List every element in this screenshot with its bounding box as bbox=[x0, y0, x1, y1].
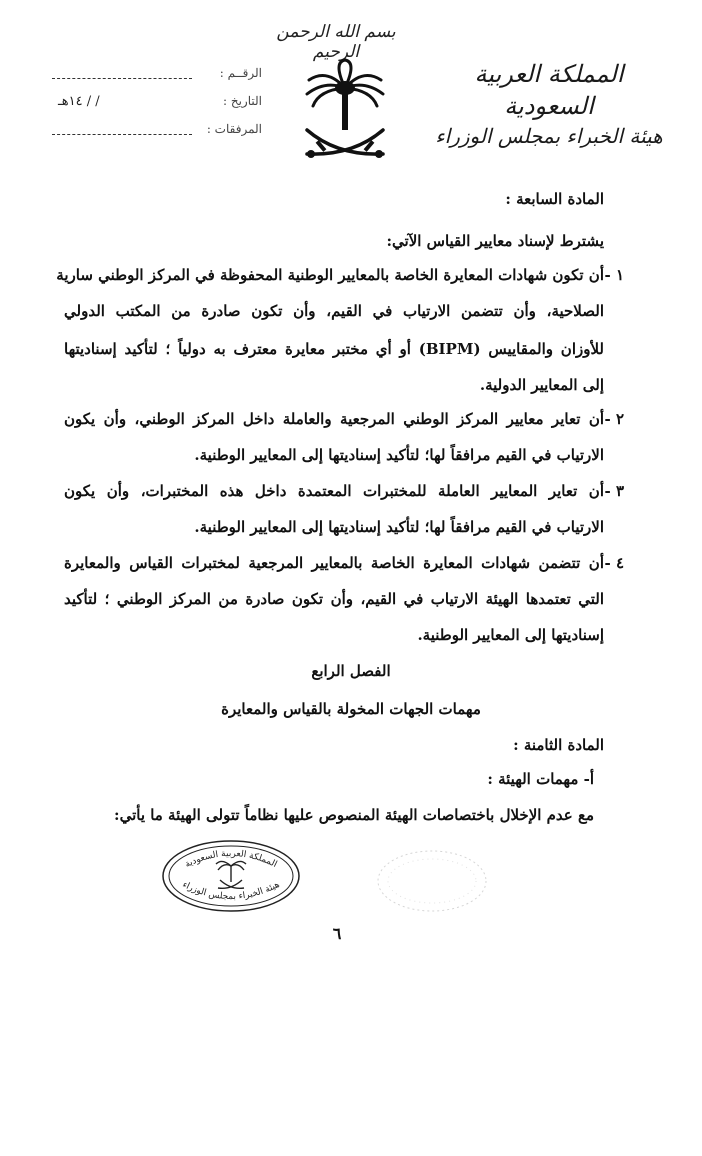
item-4-line-2: التي تعتمدها الهيئة الارتياب في القيم، وأن تكون صادرة من المركز الوطني ؛ لتأكيد bbox=[64, 590, 604, 608]
seal-top-text: المملكة العربية السعودية bbox=[183, 848, 279, 870]
item-4-number: ٤ - bbox=[604, 554, 624, 572]
closing-paragraph: مع عدم الإخلال باختصاصات الهيئة المنصوص عليها نظاماً تتولى الهيئة ما يأتي: bbox=[114, 806, 594, 824]
date-value: / / ١٤هـ bbox=[54, 94, 104, 109]
seal-emblem-icon bbox=[216, 861, 246, 888]
item-2-number: ٢ - bbox=[604, 410, 624, 428]
reference-fields bbox=[52, 66, 262, 150]
palm-swords-emblem-icon bbox=[297, 58, 393, 166]
bismillah: بسم الله الرحمن الرحيم bbox=[276, 22, 396, 62]
attachments-row bbox=[52, 122, 262, 150]
item-2-line-1: أن تعاير معايير المركز الوطني المرجعية والعاملة داخل المركز الوطني، وأن يكون bbox=[64, 410, 604, 428]
attachments-label: المرفقات : bbox=[206, 122, 262, 136]
chapter-subtitle: مهمات الجهات المخولة بالقياس والمعايرة bbox=[221, 700, 481, 718]
country-name: المملكة العربية السعودية bbox=[474, 60, 624, 120]
official-seal bbox=[160, 838, 302, 914]
date-row bbox=[52, 94, 262, 122]
organization-header bbox=[434, 58, 664, 150]
item-2-line-2: الارتياب في القيم مرافقاً لها؛ لتأكيد إسناديتها إلى المعايير الوطنية. bbox=[194, 446, 604, 464]
ref-row bbox=[52, 66, 262, 94]
item-4-line-1: أن تتضمن شهادات المعايرة الخاصة بالمعايير المرجعية لمختبرات القياس والمعايرة bbox=[64, 554, 604, 572]
ref-line bbox=[52, 78, 192, 79]
item-4-line-3: إسناديتها إلى المعايير الوطنية. bbox=[417, 626, 604, 644]
item-1-line-4: إلى المعايير الدولية. bbox=[479, 376, 604, 394]
chapter-title: الفصل الرابع bbox=[311, 662, 391, 680]
svg-text:هيئة الخبراء بمجلس الوزراء bbox=[181, 880, 282, 902]
ref-label: الرقــم : bbox=[219, 66, 262, 80]
item-1-line-3: للأوزان والمقاييس (BIPM) أو أي مختبر معايرة معترف به دولياً ؛ لتأكيد إسناديتها bbox=[64, 340, 604, 358]
attachments-line bbox=[52, 134, 192, 135]
item-1-line-2: الصلاحية، وأن تتضمن الارتياب في القيم، وأن تكون صادرة من المكتب الدولي bbox=[64, 302, 604, 320]
agency-name: هيئة الخبراء بمجلس الوزراء bbox=[435, 124, 663, 148]
article-7-intro: يشترط لإسناد معايير القياس الآتي: bbox=[386, 232, 604, 250]
article-8-heading: المادة الثامنة : bbox=[513, 736, 604, 754]
item-1-number: ١ - bbox=[604, 266, 624, 284]
article-7-heading: المادة السابعة : bbox=[505, 190, 604, 208]
item-3-line-1: أن تعاير المعايير العاملة للمختبرات المعتمدة داخل هذه المختبرات، وأن يكون bbox=[64, 482, 604, 500]
item-3-line-2: الارتياب في القيم مرافقاً لها؛ لتأكيد إسناديتها إلى المعايير الوطنية. bbox=[194, 518, 604, 536]
item-3-number: ٣ - bbox=[604, 482, 624, 500]
item-1-line-1: أن تكون شهادات المعايرة الخاصة بالمعايير الوطنية المحفوظة في المركز الوطني سارية bbox=[56, 266, 604, 284]
faint-stamp-mark bbox=[372, 846, 492, 916]
page-number: ٦ bbox=[332, 924, 342, 943]
date-label: التاريخ : bbox=[222, 94, 262, 108]
seal-bottom-text: هيئة الخبراء بمجلس الوزراء bbox=[180, 879, 282, 903]
subsection-a-heading: أ- مهمات الهيئة : bbox=[487, 770, 594, 788]
